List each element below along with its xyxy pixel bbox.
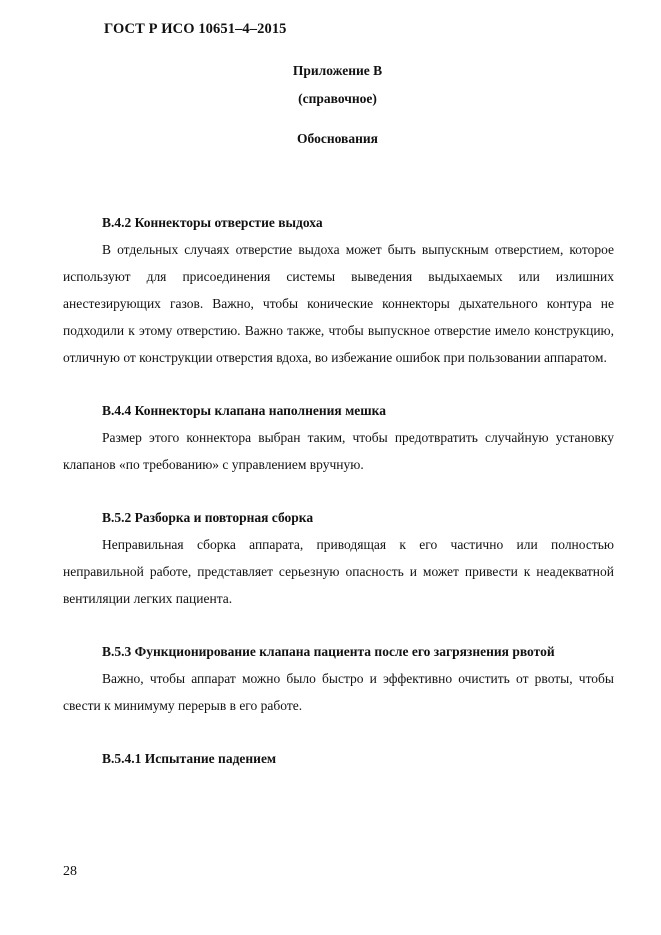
section-heading: В.5.4.1 Испытание падением [102, 751, 277, 766]
section-heading: В.5.2 Разборка и повторная сборка [102, 510, 314, 525]
section-paragraph: Размер этого коннектора выбран таким, чтобы предотвратить случайную установку клапанов «по требованию» с управлением вручную. [63, 430, 614, 472]
page-number: 28 [63, 864, 77, 879]
document-body [63, 209, 614, 772]
section-heading: В.5.3 Функционирование клапана пациента после его загрязнения рвотой [102, 644, 555, 659]
section-b-5-2 [63, 504, 614, 612]
section-heading: В.4.2 Коннекторы отверстие выдоха [102, 215, 323, 230]
appendix-title: Приложение В [292, 63, 383, 78]
section-heading: В.4.4 Коннекторы клапана наполнения мешка [102, 403, 386, 418]
section-b-4-4 [63, 397, 614, 478]
appendix-subject: Обоснования [297, 131, 378, 146]
section-b-5-4-1 [63, 745, 614, 772]
appendix-type: (справочное) [298, 91, 377, 106]
section-paragraph: В отдельных случаях отверстие выдоха может быть выпускным отверстием, которое используют для присоединения системы выведения выдыхаемых или излишних анестезирующих газов. Важно, чтобы конические коннекторы дыхательного контура не подходили к этому отверстию. Важно также, чтобы выпускное отверстие имело конструкцию, отличную от конструкции отверстия вдоха, во избежание ошибок при пользовании аппаратом. [63, 242, 614, 365]
section-paragraph: Важно, чтобы аппарат можно было быстро и эффективно очистить от рвоты, чтобы свести к минимуму перерыв в его работе. [63, 671, 614, 713]
section-b-5-3 [63, 638, 614, 719]
document-header: ГОСТ Р ИСО 10651–4–2015 [104, 21, 287, 37]
section-paragraph: Неправильная сборка аппарата, приводящая к его частично или полностью неправильной работе, представляет серьезную опасность и может привести к неадекватной вентиляции легких пациента. [63, 537, 614, 606]
section-b-4-2 [63, 209, 614, 371]
